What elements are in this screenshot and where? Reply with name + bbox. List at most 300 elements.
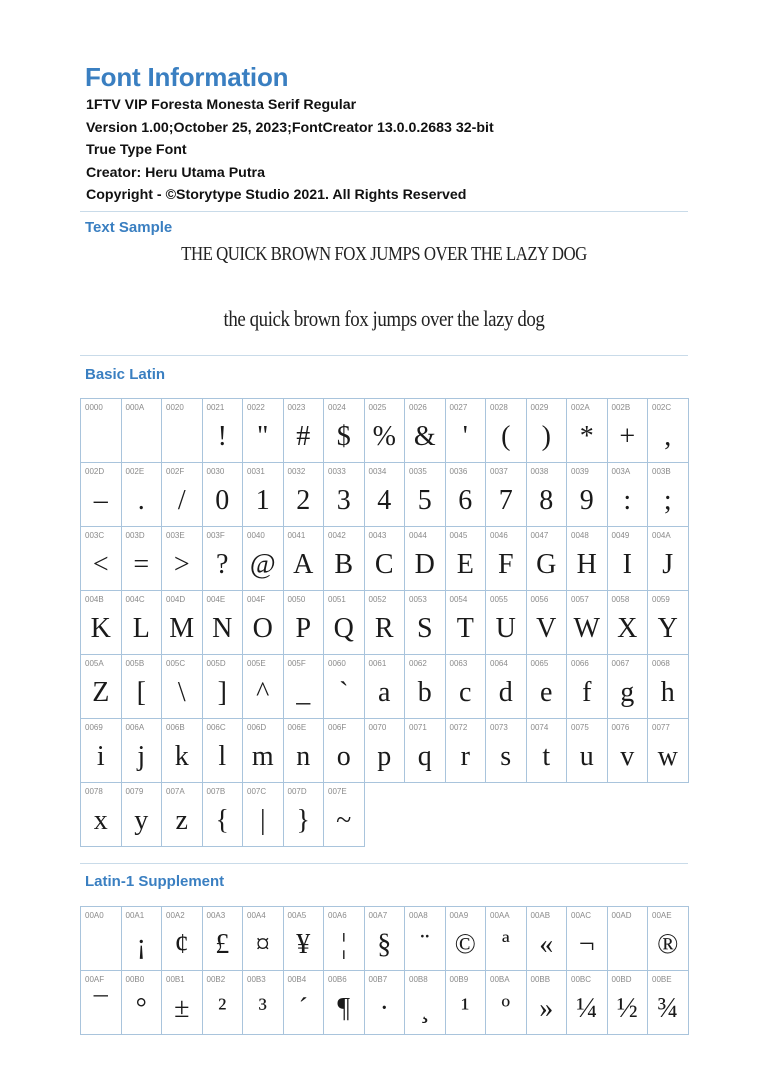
glyph-cell [324,719,365,783]
glyph-cell [567,399,608,463]
codepoint-label: 0059 [652,595,670,604]
codepoint-label: 007C [247,787,267,796]
glyph: z [175,805,188,836]
glyph-cell [608,527,649,591]
glyph-cell [122,783,163,847]
glyph-cell [284,463,325,527]
codepoint-label: 003B [652,467,671,476]
glyph: , [664,421,672,452]
codepoint-label: 005B [125,659,145,668]
codepoint-label: 0071 [409,723,427,732]
glyph-cell [608,463,649,527]
glyph-cell [203,719,244,783]
glyph: 4 [377,485,392,516]
glyph-cell [162,655,203,719]
codepoint-label: 0041 [287,531,306,540]
glyph: T [456,613,474,644]
glyph-cell [527,907,568,971]
codepoint-label: 00B2 [206,975,226,984]
codepoint-label: 0062 [409,659,427,668]
codepoint-label: 0049 [611,531,630,540]
codepoint-label: 00B1 [166,975,185,984]
codepoint-label: 0044 [409,531,427,540]
glyph: ~ [336,805,352,836]
glyph: r [460,741,470,772]
latin1-supplement-heading: Latin-1 Supplement [85,873,225,890]
codepoint-label: 0027 [449,403,468,412]
glyph: u [579,741,594,772]
glyph: ¯ [93,993,108,1024]
glyph: i [96,741,105,772]
glyph-cell [243,463,284,527]
codepoint-label: 002E [125,467,145,476]
font-info-block [86,94,494,207]
codepoint-label: 006B [166,723,185,732]
glyph-cell [365,971,406,1035]
glyph-cell [324,399,365,463]
codepoint-label: 004C [125,595,145,604]
codepoint-label: 002C [652,403,672,412]
glyph-cell [486,907,527,971]
glyph-cell [243,527,284,591]
codepoint-label: 0031 [247,467,265,476]
codepoint-label: 0077 [652,723,670,732]
glyph: ; [663,485,672,516]
glyph-cell [446,971,487,1035]
codepoint-label: 00BA [490,975,510,984]
glyph: – [93,485,108,516]
codepoint-label: 006A [125,723,145,732]
glyph: ½ [616,993,638,1024]
glyph-cell [203,783,244,847]
glyph: : [623,485,632,516]
glyph-cell [203,907,244,971]
codepoint-label: 0070 [368,723,387,732]
glyph-cell [284,719,325,783]
codepoint-label: 0050 [287,595,306,604]
glyph: l [218,741,227,772]
glyph: a [378,677,391,708]
glyph: E [456,549,474,580]
glyph: % [372,421,396,452]
glyph-cell [122,719,163,783]
codepoint-label: 00B4 [287,975,307,984]
codepoint-label: 005A [85,659,104,668]
glyph: 8 [539,485,554,516]
glyph-cell [405,719,446,783]
codepoint-label: 00B7 [368,975,388,984]
codepoint-label: 0068 [652,659,670,668]
codepoint-label: 0021 [206,403,225,412]
glyph-cell [324,591,365,655]
codepoint-label: 00BE [652,975,672,984]
glyph: \ [177,677,186,708]
codepoint-label: 00A9 [449,911,469,920]
codepoint-label: 00A2 [166,911,185,920]
glyph: ¦ [340,929,347,960]
codepoint-label: 0037 [490,467,508,476]
glyph-cell [162,591,203,655]
glyph: F [497,549,514,580]
glyph: ³ [258,993,267,1024]
glyph: X [617,613,638,644]
glyph: ® [657,929,679,960]
glyph: K [90,613,111,644]
glyph: 9 [579,485,594,516]
glyph: w [657,741,678,772]
glyph: Y [657,613,678,644]
glyph: ¼ [576,993,598,1024]
glyph-cell [486,399,527,463]
glyph: g [620,677,635,708]
glyph-cell [365,907,406,971]
glyph-cell [284,971,325,1035]
glyph-cell [365,399,406,463]
codepoint-label: 003D [125,531,145,540]
glyph-cell [162,399,203,463]
codepoint-label: 007D [287,787,307,796]
glyph-cell [203,655,244,719]
codepoint-label: 0026 [409,403,427,412]
glyph: c [459,677,472,708]
codepoint-label: 003F [206,531,225,540]
glyph-cell [81,719,122,783]
glyph: 7 [498,485,513,516]
glyph: » [539,993,554,1024]
codepoint-label: 00BC [571,975,592,984]
glyph-cell [81,971,122,1035]
glyph-cell [608,907,649,971]
glyph: O [252,613,273,644]
glyph-cell [567,971,608,1035]
codepoint-label: 0047 [530,531,549,540]
font-creator: Creator: Heru Utama Putra [86,164,265,181]
glyph: h [660,677,675,708]
glyph: f [582,677,592,708]
codepoint-label: 0052 [368,595,387,604]
codepoint-label: 0072 [449,723,468,732]
glyph-cell [162,463,203,527]
glyph-cell [567,527,608,591]
glyph-cell [243,971,284,1035]
glyph-cell [405,907,446,971]
glyph: ¤ [255,929,270,960]
glyph: º [501,993,511,1024]
glyph-cell [243,719,284,783]
glyph-cell [81,463,122,527]
codepoint-label: 00A1 [125,911,145,920]
glyph-cell [486,591,527,655]
glyph-cell [284,527,325,591]
glyph: 1 [255,485,270,516]
codepoint-label: 0064 [490,659,508,668]
glyph-cell [648,971,689,1035]
codepoint-label: 0056 [530,595,549,604]
codepoint-label: 0074 [530,723,549,732]
codepoint-label: 00B6 [328,975,347,984]
glyph: v [620,741,635,772]
glyph-cell [122,399,163,463]
glyph-cell [324,655,365,719]
glyph-cell [365,527,406,591]
glyph: > [173,549,190,580]
glyph-cell [486,719,527,783]
glyph: ° [135,993,147,1024]
glyph: = [133,549,150,580]
glyph-cell [567,591,608,655]
codepoint-label: 0032 [287,467,306,476]
codepoint-label: 00B9 [449,975,469,984]
glyph: D [414,549,435,580]
codepoint-label: 002B [611,403,631,412]
codepoint-label: 00B8 [409,975,428,984]
glyph: e [540,677,553,708]
codepoint-label: 0028 [490,403,508,412]
glyph-cell [203,463,244,527]
codepoint-label: 004A [652,531,671,540]
glyph: b [417,677,432,708]
codepoint-label: 002F [166,467,185,476]
glyph-cell [446,591,487,655]
glyph: § [377,929,392,960]
codepoint-label: 006D [247,723,267,732]
glyph-cell [527,527,568,591]
glyph: @ [249,549,276,580]
glyph-cell [243,907,284,971]
codepoint-label: 0055 [490,595,508,604]
glyph-cell [122,463,163,527]
codepoint-label: 0058 [611,595,630,604]
glyph-cell [81,783,122,847]
glyph-cell [243,655,284,719]
codepoint-label: 00AF [85,975,105,984]
glyph: # [296,421,311,452]
glyph: ¹ [461,993,470,1024]
glyph: $ [336,421,351,452]
glyph-cell [243,591,284,655]
codepoint-label: 0000 [85,403,103,412]
glyph-cell [162,527,203,591]
glyph: y [134,805,149,836]
glyph: B [334,549,354,580]
glyph: ¢ [174,929,189,960]
glyph-cell [527,463,568,527]
glyph: 6 [458,485,473,516]
glyph: * [579,421,594,452]
codepoint-label: 0042 [328,531,346,540]
glyph: ¡ [136,929,146,960]
divider [80,863,688,864]
glyph-cell [648,655,689,719]
glyph: « [539,929,554,960]
codepoint-label: 00BD [611,975,632,984]
codepoint-label: 0039 [571,467,589,476]
glyph-cell [405,591,446,655]
codepoint-label: 0075 [571,723,589,732]
codepoint-label: 0023 [287,403,306,412]
codepoint-label: 003E [166,531,185,540]
glyph: P [295,613,312,644]
glyph-cell [648,463,689,527]
glyph-cell [81,527,122,591]
codepoint-label: 0046 [490,531,508,540]
codepoint-label: 00AC [571,911,592,920]
glyph-cell [81,907,122,971]
codepoint-label: 0048 [571,531,589,540]
glyph: ¨ [420,929,430,960]
glyph-cell [243,783,284,847]
codepoint-label: 00A5 [287,911,307,920]
glyph: L [132,613,150,644]
glyph: / [177,485,186,516]
glyph-cell [405,527,446,591]
glyph-cell [446,655,487,719]
codepoint-label: 003C [85,531,105,540]
codepoint-label: 004B [85,595,104,604]
glyph-cell [365,655,406,719]
glyph-cell [203,527,244,591]
glyph: s [500,741,512,772]
codepoint-label: 0076 [611,723,630,732]
glyph-cell [284,783,325,847]
codepoint-label: 004E [206,595,226,604]
codepoint-label: 0025 [368,403,387,412]
glyph: p [377,741,392,772]
codepoint-label: 0036 [449,467,468,476]
glyph-cell [203,591,244,655]
glyph-cell [122,907,163,971]
glyph: o [336,741,351,772]
glyph-cell [608,399,649,463]
codepoint-label: 0034 [368,467,387,476]
glyph: q [417,741,432,772]
glyph-cell [162,971,203,1035]
glyph-cell [446,463,487,527]
glyph: 2 [296,485,311,516]
glyph-cell [405,399,446,463]
glyph: 3 [336,485,351,516]
codepoint-label: 00A0 [85,911,104,920]
glyph: R [374,613,394,644]
glyph: d [498,677,513,708]
uppercase-sample: THE QUICK BROWN FOX JUMPS OVER THE LAZY DOG [181,243,587,265]
glyph-cell [486,655,527,719]
glyph-cell [284,907,325,971]
codepoint-label: 0054 [449,595,468,604]
glyph-cell [527,399,568,463]
lowercase-sample: the quick brown fox jumps over the lazy dog [223,306,545,331]
glyph-cell [122,591,163,655]
glyph-cell [486,463,527,527]
glyph: M [169,613,195,644]
codepoint-label: 007A [166,787,185,796]
glyph-cell [486,971,527,1035]
glyph-cell [648,591,689,655]
codepoint-label: 00A3 [206,911,226,920]
font-version: Version 1.00;October 25, 2023;FontCreator 13.0.0.2683 32-bit [86,119,494,136]
codepoint-label: 00AB [530,911,551,920]
glyph: ] [217,677,227,708]
codepoint-label: 0024 [328,403,346,412]
codepoint-label: 0053 [409,595,427,604]
glyph-cell [608,971,649,1035]
glyph-cell [567,655,608,719]
codepoint-label: 005C [166,659,186,668]
glyph-cell [446,399,487,463]
glyph-cell [446,527,487,591]
codepoint-label: 0078 [85,787,103,796]
codepoint-label: 0069 [85,723,103,732]
page-title: Font Information [85,62,289,92]
glyph: & [413,421,436,452]
glyph-cell [122,527,163,591]
glyph: t [542,741,551,772]
glyph: Q [333,613,354,644]
codepoint-label: 00AA [490,911,510,920]
codepoint-label: 0063 [449,659,468,668]
glyph-cell [405,463,446,527]
font-copyright: Copyright - ©Storytype Studio 2021. All Rights Reserved [86,187,467,203]
codepoint-label: 0035 [409,467,427,476]
glyph-cell [567,719,608,783]
glyph: ¥ [296,929,311,960]
glyph: U [495,613,516,644]
glyph: ¬ [578,929,595,960]
divider [80,355,688,356]
glyph: ` [339,677,349,708]
codepoint-label: 0066 [571,659,589,668]
latin1-supplement-grid [80,906,689,1035]
glyph-cell [405,655,446,719]
glyph-cell [648,527,689,591]
glyph-cell [527,971,568,1035]
codepoint-label: 0030 [206,467,225,476]
glyph: V [536,613,557,644]
glyph-cell [324,463,365,527]
glyph-cell [608,591,649,655]
glyph-cell [527,719,568,783]
codepoint-label: 0029 [530,403,549,412]
glyph: ' [462,421,468,452]
codepoint-label: 003A [611,467,631,476]
divider [80,211,688,212]
glyph: < [92,549,109,580]
codepoint-label: 006C [206,723,226,732]
basic-latin-grid [80,398,689,847]
codepoint-label: 00AE [652,911,672,920]
glyph-cell [527,591,568,655]
codepoint-label: 0038 [530,467,549,476]
codepoint-label: 0022 [247,403,265,412]
glyph: ´ [298,993,308,1024]
font-type: True Type Font [86,142,187,158]
codepoint-label: 00A8 [409,911,428,920]
codepoint-label: 002A [571,403,590,412]
glyph-cell [324,527,365,591]
codepoint-label: 0051 [328,595,346,604]
codepoint-label: 004F [247,595,266,604]
codepoint-label: 00BB [530,975,551,984]
glyph: m [251,741,274,772]
codepoint-label: 0045 [449,531,468,540]
codepoint-label: 000A [125,403,145,412]
glyph-cell [162,907,203,971]
glyph-cell [567,907,608,971]
codepoint-label: 0079 [125,787,144,796]
glyph: ± [174,993,190,1024]
glyph: ) [541,421,551,452]
codepoint-label: 0065 [530,659,549,668]
